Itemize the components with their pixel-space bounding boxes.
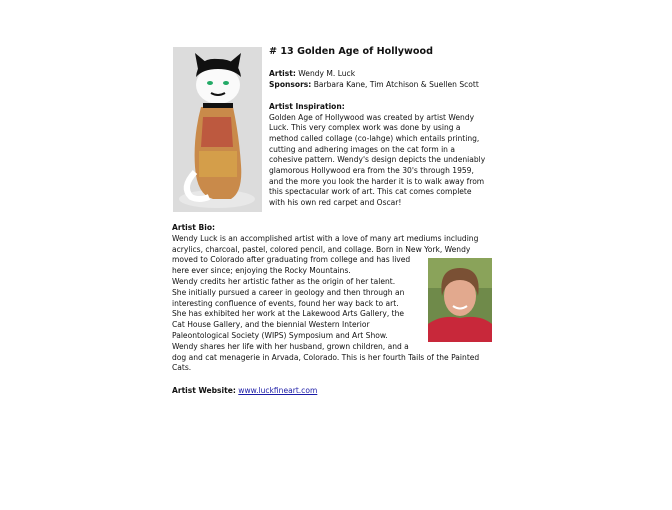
sponsors-names: Barbara Kane, Tim Atchison & Suellen Scott [313,80,479,89]
artist-portrait-photo [428,258,492,342]
bio-line: Cats. [172,363,192,373]
bio-line: moved to Colorado after graduating from college and has lived [172,255,411,265]
inspiration-line: method called collage (co-lahge) which entails printing, [269,133,480,143]
website-line: Artist Website: www.luckfineart.com [172,386,318,395]
bio-line: Wendy shares her life with her husband, grown children, and a [172,341,409,351]
inspiration-line: cutting and adhering images on the cat form in a [269,144,455,154]
inspiration-line: glamorous Hollywood era from the 30's through 1959, [269,166,474,175]
artist-line: Artist: Wendy M. Luck [269,69,356,78]
inspiration-heading: Artist Inspiration: [269,102,345,111]
bio-line: Cat House Gallery, and the biennial Western Interior [172,320,370,330]
inspiration-line: Luck. This very complex work was done by using a [269,123,461,133]
bio-line: interesting confluence of events, found her way back to art. [172,298,399,308]
sponsors-line: Sponsors: Barbara Kane, Tim Atchison & Suellen Scott [269,80,479,89]
inspiration-line: cohesive pattern. Wendy's design depicts the undeniably [269,155,486,165]
bio-line: here ever since; enjoying the Rocky Mountains. [172,266,351,276]
inspiration-line: with his own red carpet and Oscar! [269,198,402,208]
inspiration-line: this spectacular work of art. This cat comes complete [269,187,472,197]
bio-heading: Artist Bio: [172,223,216,232]
bio-line: Paleontological Society (WIPS) Symposium and Art Show. [172,331,388,340]
inspiration-line: Golden Age of Hollywood was created by artist Wendy [269,112,475,122]
cat-sculpture-image [173,47,262,212]
bio-line: dog and cat menagerie in Arvada, Colorado. This is her fourth Tails of the Painted [172,352,480,362]
artist-name: Wendy M. Luck [298,69,356,78]
bio-line: Wendy Luck is an accomplished artist with a love of many art mediums including [172,233,479,243]
bio-line: She has exhibited her work at the Lakewood Arts Gallery, the [172,309,405,319]
page-title: # 13 Golden Age of Hollywood [269,46,433,57]
bio-line: She initially pursued a career in geology and then through an [172,287,405,297]
bio-line: acrylics, charcoal, pastel, colored pencil, and collage. Born in New York, Wendy [172,244,471,254]
inspiration-line: and the more you look the harder it is to walk away from [269,176,485,186]
artist-website-link[interactable]: www.luckfineart.com [238,386,318,395]
bio-line: Wendy credits her artistic father as the origin of her talent. [172,277,396,286]
